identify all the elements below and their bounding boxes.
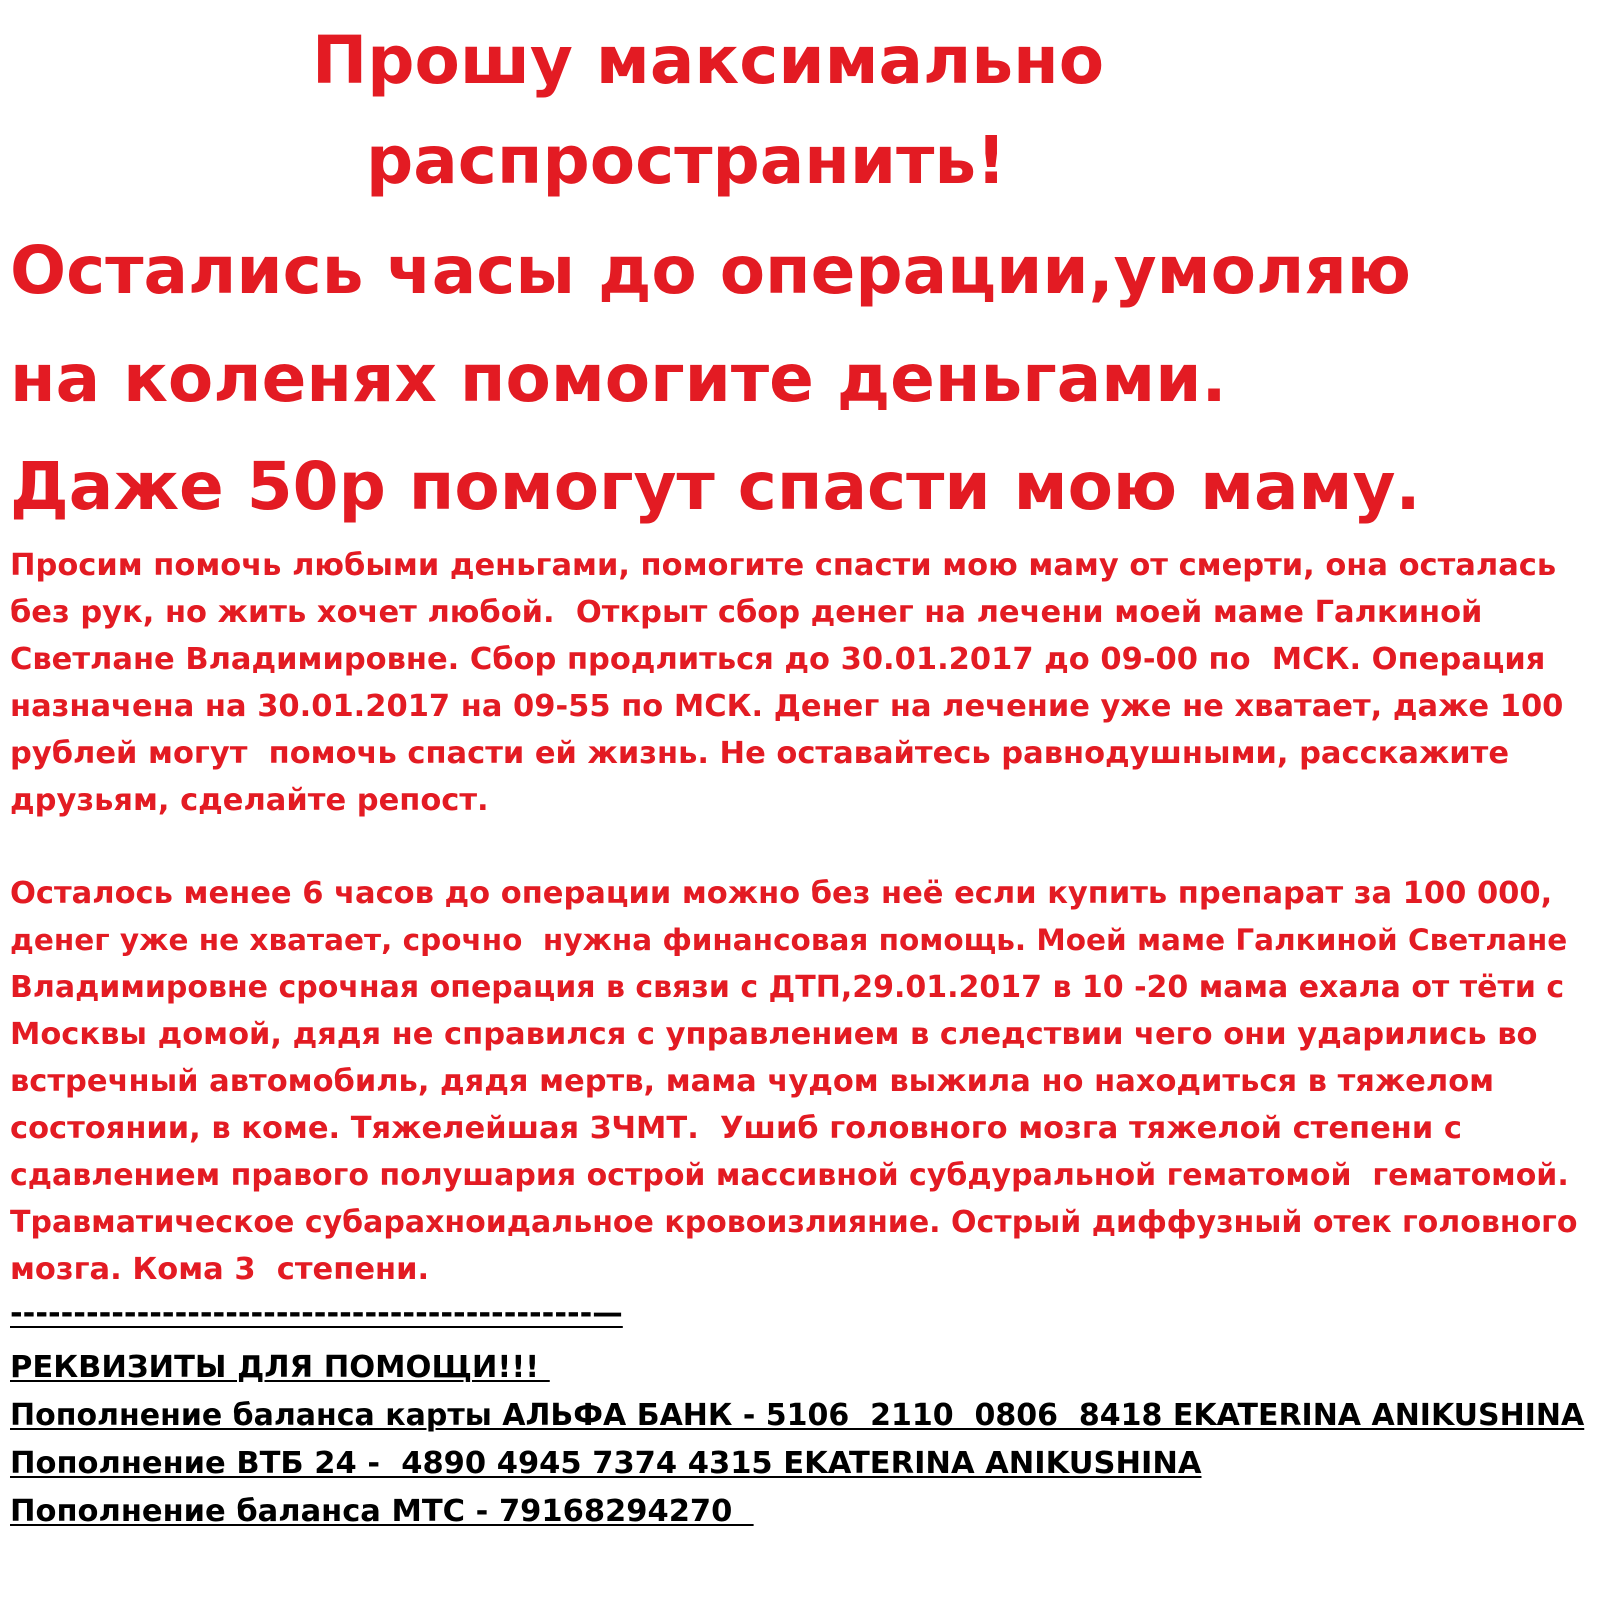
paragraph-2-line: Москвы домой, дядя не справился с управлением в следствии чего они ударились во bbox=[10, 1017, 1538, 1052]
paragraph-1-line: друзьям, сделайте репост. bbox=[10, 783, 489, 818]
paragraph-2-line: денег уже не хватает, срочно нужна финансовая помощь. Моей маме Галкиной Светлане bbox=[10, 923, 1568, 957]
paragraph-2-line: сдавлением правого полушария острой массивной субдуральной гематомой гематомой. bbox=[10, 1158, 1569, 1193]
paragraph-2-line: Травматическое субарахноидальное кровоизлияние. Острый диффузный отек головного bbox=[10, 1205, 1578, 1240]
paragraph-1-line: Светлане Владимировне. Сбор продлиться до 30.01.2017 до 09-00 по МСК. Операция bbox=[10, 642, 1546, 677]
headline-line-2: распространить! bbox=[366, 122, 1007, 199]
requisites-title: РЕКВИЗИТЫ ДЛЯ ПОМОЩИ!!! bbox=[10, 1350, 550, 1385]
paragraph-2-line: встречный автомобиль, дядя мертв, мама чудом выжила но находиться в тяжелом bbox=[10, 1064, 1495, 1099]
paragraph-2-line: состоянии, в коме. Тяжелейшая ЗЧМТ. Ушиб головного мозга тяжелой степени с bbox=[10, 1111, 1462, 1146]
paragraph-1-line: назначена на 30.01.2017 на 09-55 по МСК. Денег на лечение уже не хватает, даже 100 bbox=[10, 689, 1564, 724]
requisites-alfa-bank: Пополнение баланса карты АЛЬФА БАНК - 5106 2110 0806 8418 EKATERINA ANIKUSHINA bbox=[10, 1398, 1585, 1433]
headline-line-5: Даже 50р помогут спасти мою маму. bbox=[10, 448, 1421, 525]
paragraph-1-line: Просим помочь любыми деньгами, помогите спасти мою маму от смерти, она осталась bbox=[10, 548, 1557, 583]
headline-line-4: на коленях помогите деньгами. bbox=[10, 340, 1227, 417]
headline-line-3: Остались часы до операции,умоляю bbox=[10, 232, 1411, 309]
paragraph-1-line: без рук, но жить хочет любой. Открыт сбор денег на лечени моей маме Галкиной bbox=[10, 595, 1483, 630]
paragraph-2-line: Владимировне срочная операция в связи с ДТП,29.01.2017 в 10 -20 мама ехала от тёти с bbox=[10, 970, 1565, 1005]
paragraph-2-line: мозга. Кома 3 степени. bbox=[10, 1252, 430, 1287]
requisites-divider: ----------------------------------------------— bbox=[10, 1296, 623, 1331]
requisites-vtb: Пополнение ВТБ 24 - 4890 4945 7374 4315 EKATERINA ANIKUSHINA bbox=[10, 1446, 1202, 1481]
requisites-mts: Пополнение баланса МТС - 79168294270 bbox=[10, 1494, 754, 1529]
paragraph-2-line: Осталось менее 6 часов до операции можно без неё если купить препарат за 100 000, bbox=[10, 876, 1553, 911]
headline-line-1: Прошу максимально bbox=[312, 22, 1105, 99]
paragraph-1-line: рублей могут помочь спасти ей жизнь. Не оставайтесь равнодушными, расскажите bbox=[10, 736, 1510, 771]
